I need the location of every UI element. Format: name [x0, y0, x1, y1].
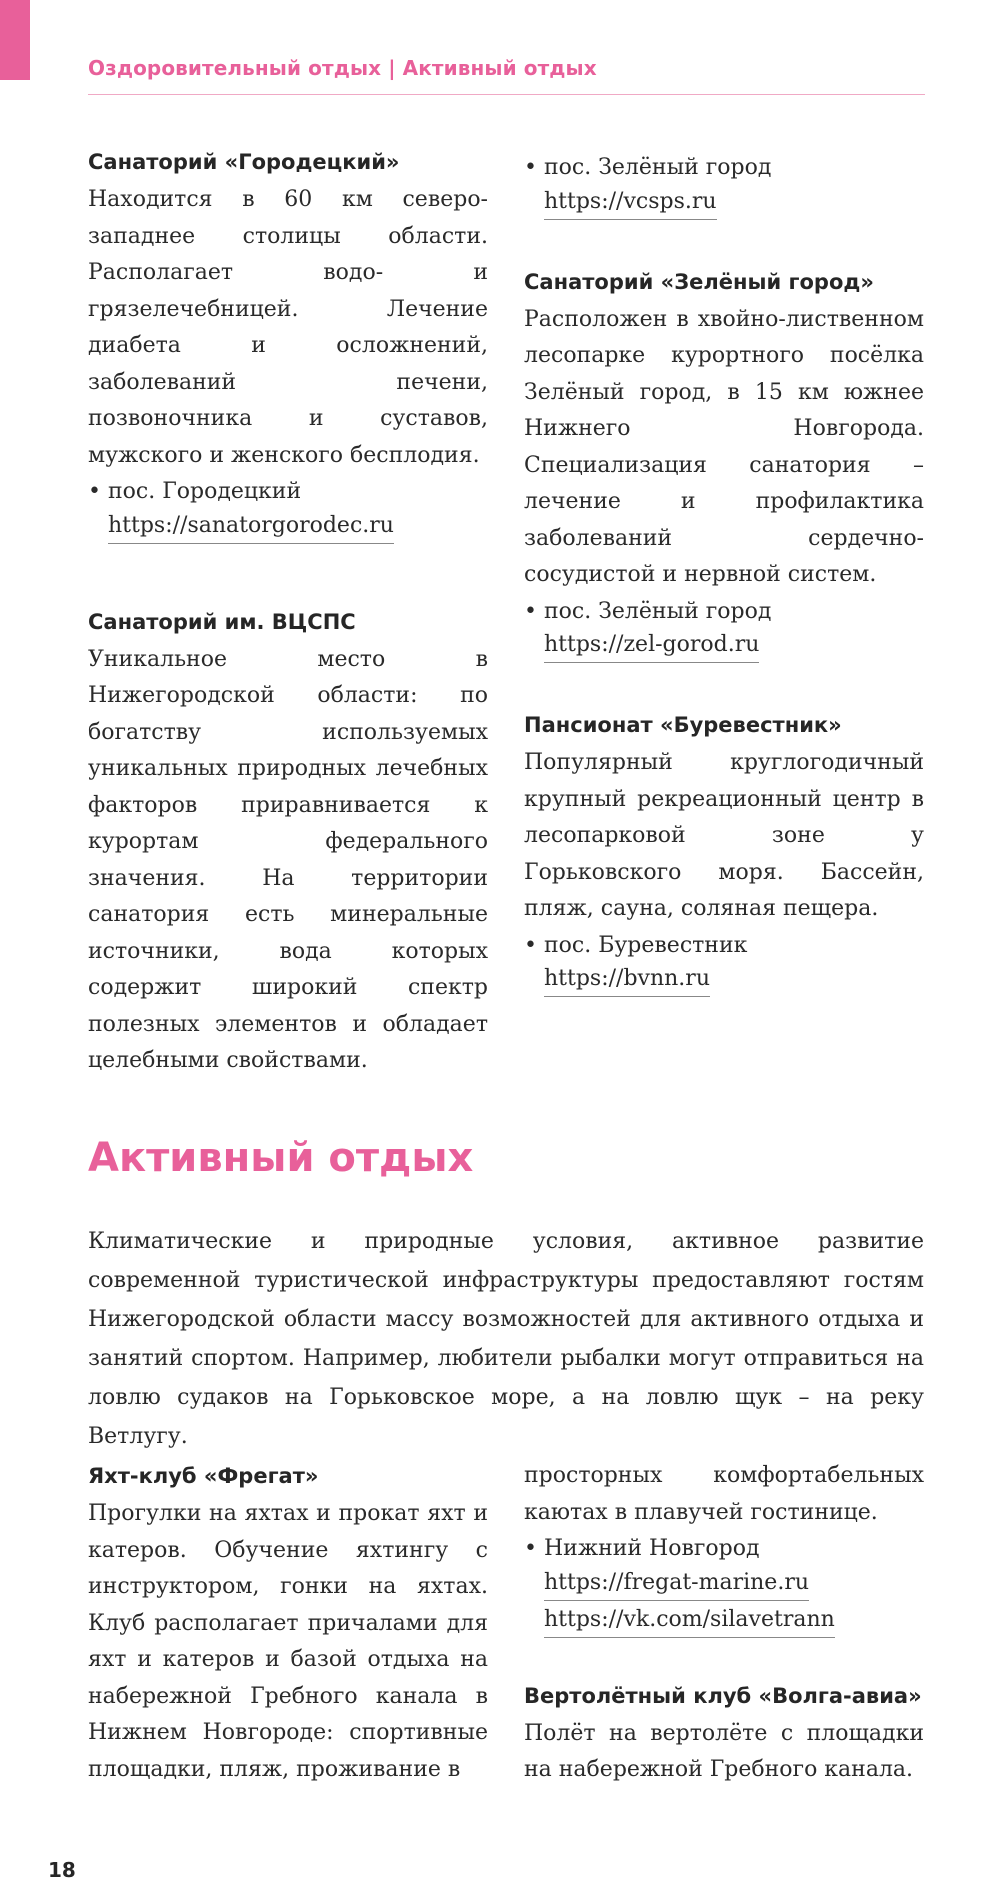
entry-location: • пос. Зелёный город — [524, 150, 924, 187]
entry-link[interactable]: https://zel-gorod.ru — [544, 630, 759, 663]
right-column-top — [524, 150, 924, 1061]
entry-location: • пос. Буревестник — [524, 928, 924, 965]
entry-description: просторных комфортабельных каютах в плавучей гостинице. — [524, 1463, 924, 1525]
entry-pansionat-burevestnik — [524, 711, 924, 1001]
right-column-bottom — [524, 1458, 924, 1849]
entry-title: Вертолётный клуб «Волга-авиа» — [524, 1683, 922, 1708]
entry-link[interactable]: https://fregat-marine.ru — [544, 1568, 809, 1601]
entry-description: Уникальное место в Нижегородской области: по богатству используемых уникальных природных лечебных факторов приравнивается к курортам федерального значения. На территории санатория есть минеральные источники, вода которых содержит широкий спектр полезных элементов и обладает целебными свойствами. — [88, 646, 488, 1073]
entry-location: • пос. Зелёный город — [524, 594, 924, 631]
left-column-top — [88, 148, 488, 1140]
entry-sanatorium-gorodetsky — [88, 148, 488, 548]
entry-title: Санаторий им. ВЦСПС — [88, 609, 356, 634]
entry-link[interactable]: https://sanatorgorodec.ru — [108, 511, 394, 544]
entry-description: Прогулки на яхтах и прокат яхт и катеров. Обучение яхтингу с инструктором, гонки на яхтах. Клуб располагает причалами для яхт и катеров и базой отдыха на набережной Гребного канала в Нижнем Новгороде: спортивные площадки, пляж, проживание в — [88, 1501, 488, 1782]
left-column-bottom — [88, 1462, 488, 1848]
section-intro: Климатические и природные условия, активное развитие современной туристической инфраструктуры предоставляют гостям Нижегородской области массу возможностей для активного отдыха и занятий спортом. Например, любители рыбалки могут отправиться на ловлю судаков на Горьковское море, а на ловлю щук – на реку Ветлугу. — [88, 1229, 924, 1449]
entry-sanatorium-vcsps — [88, 608, 488, 1080]
entry-yacht-club-fregat — [88, 1462, 488, 1788]
entry-description: Популярный круглогодичный крупный рекреационный центр в лесопарковой зоне у Горьковского моря. Бассейн, пляж, сауна, соляная пещера. — [524, 750, 924, 921]
entry-description: Полёт на вертолёте с площадки на набережной Гребного канала. — [524, 1720, 924, 1782]
entry-location: • Нижний Новгород — [524, 1531, 924, 1568]
entry-link[interactable]: https://vk.com/silavetrann — [544, 1605, 835, 1638]
entry-title: Яхт-клуб «Фрегат» — [88, 1464, 319, 1488]
entry-link[interactable]: https://vcsps.ru — [544, 187, 717, 220]
entry-link[interactable]: https://bvnn.ru — [544, 964, 710, 997]
running-header: Оздоровительный отдых | Активный отдых — [88, 56, 597, 80]
entry-location: • пос. Городецкий — [88, 474, 488, 511]
entry-description: Расположен в хвойно-лиственном лесопарке курортного посёлка Зелёный город, в 15 км южнее Нижнего Новгорода. Специализация санатория – лечение и профилактика заболеваний сердечно-сосудистой и нервной систем. — [524, 306, 924, 587]
header-divider — [88, 94, 925, 95]
corner-tab — [0, 0, 30, 80]
section-title: Активный отдых — [88, 1135, 474, 1181]
entry-title: Пансионат «Буревестник» — [524, 713, 842, 737]
entry-description: Находится в 60 км северо-западнее столицы области. Располагает водо- и грязелечебницей. Лечение диабета и осложнений, заболеваний печени, позвоночника и суставов, мужского и женского бесплодия. — [88, 187, 488, 468]
page-number: 18 — [48, 1858, 76, 1882]
entry-title: Санаторий «Городецкий» — [88, 150, 400, 174]
entry-sanatorium-zeleny-gorod — [524, 268, 924, 668]
entry-title: Санаторий «Зелёный город» — [524, 269, 874, 294]
entry-continuation — [524, 1458, 924, 1642]
entry-helicopter-club-volga-avia — [524, 1682, 924, 1789]
entry-continuation — [524, 150, 924, 224]
